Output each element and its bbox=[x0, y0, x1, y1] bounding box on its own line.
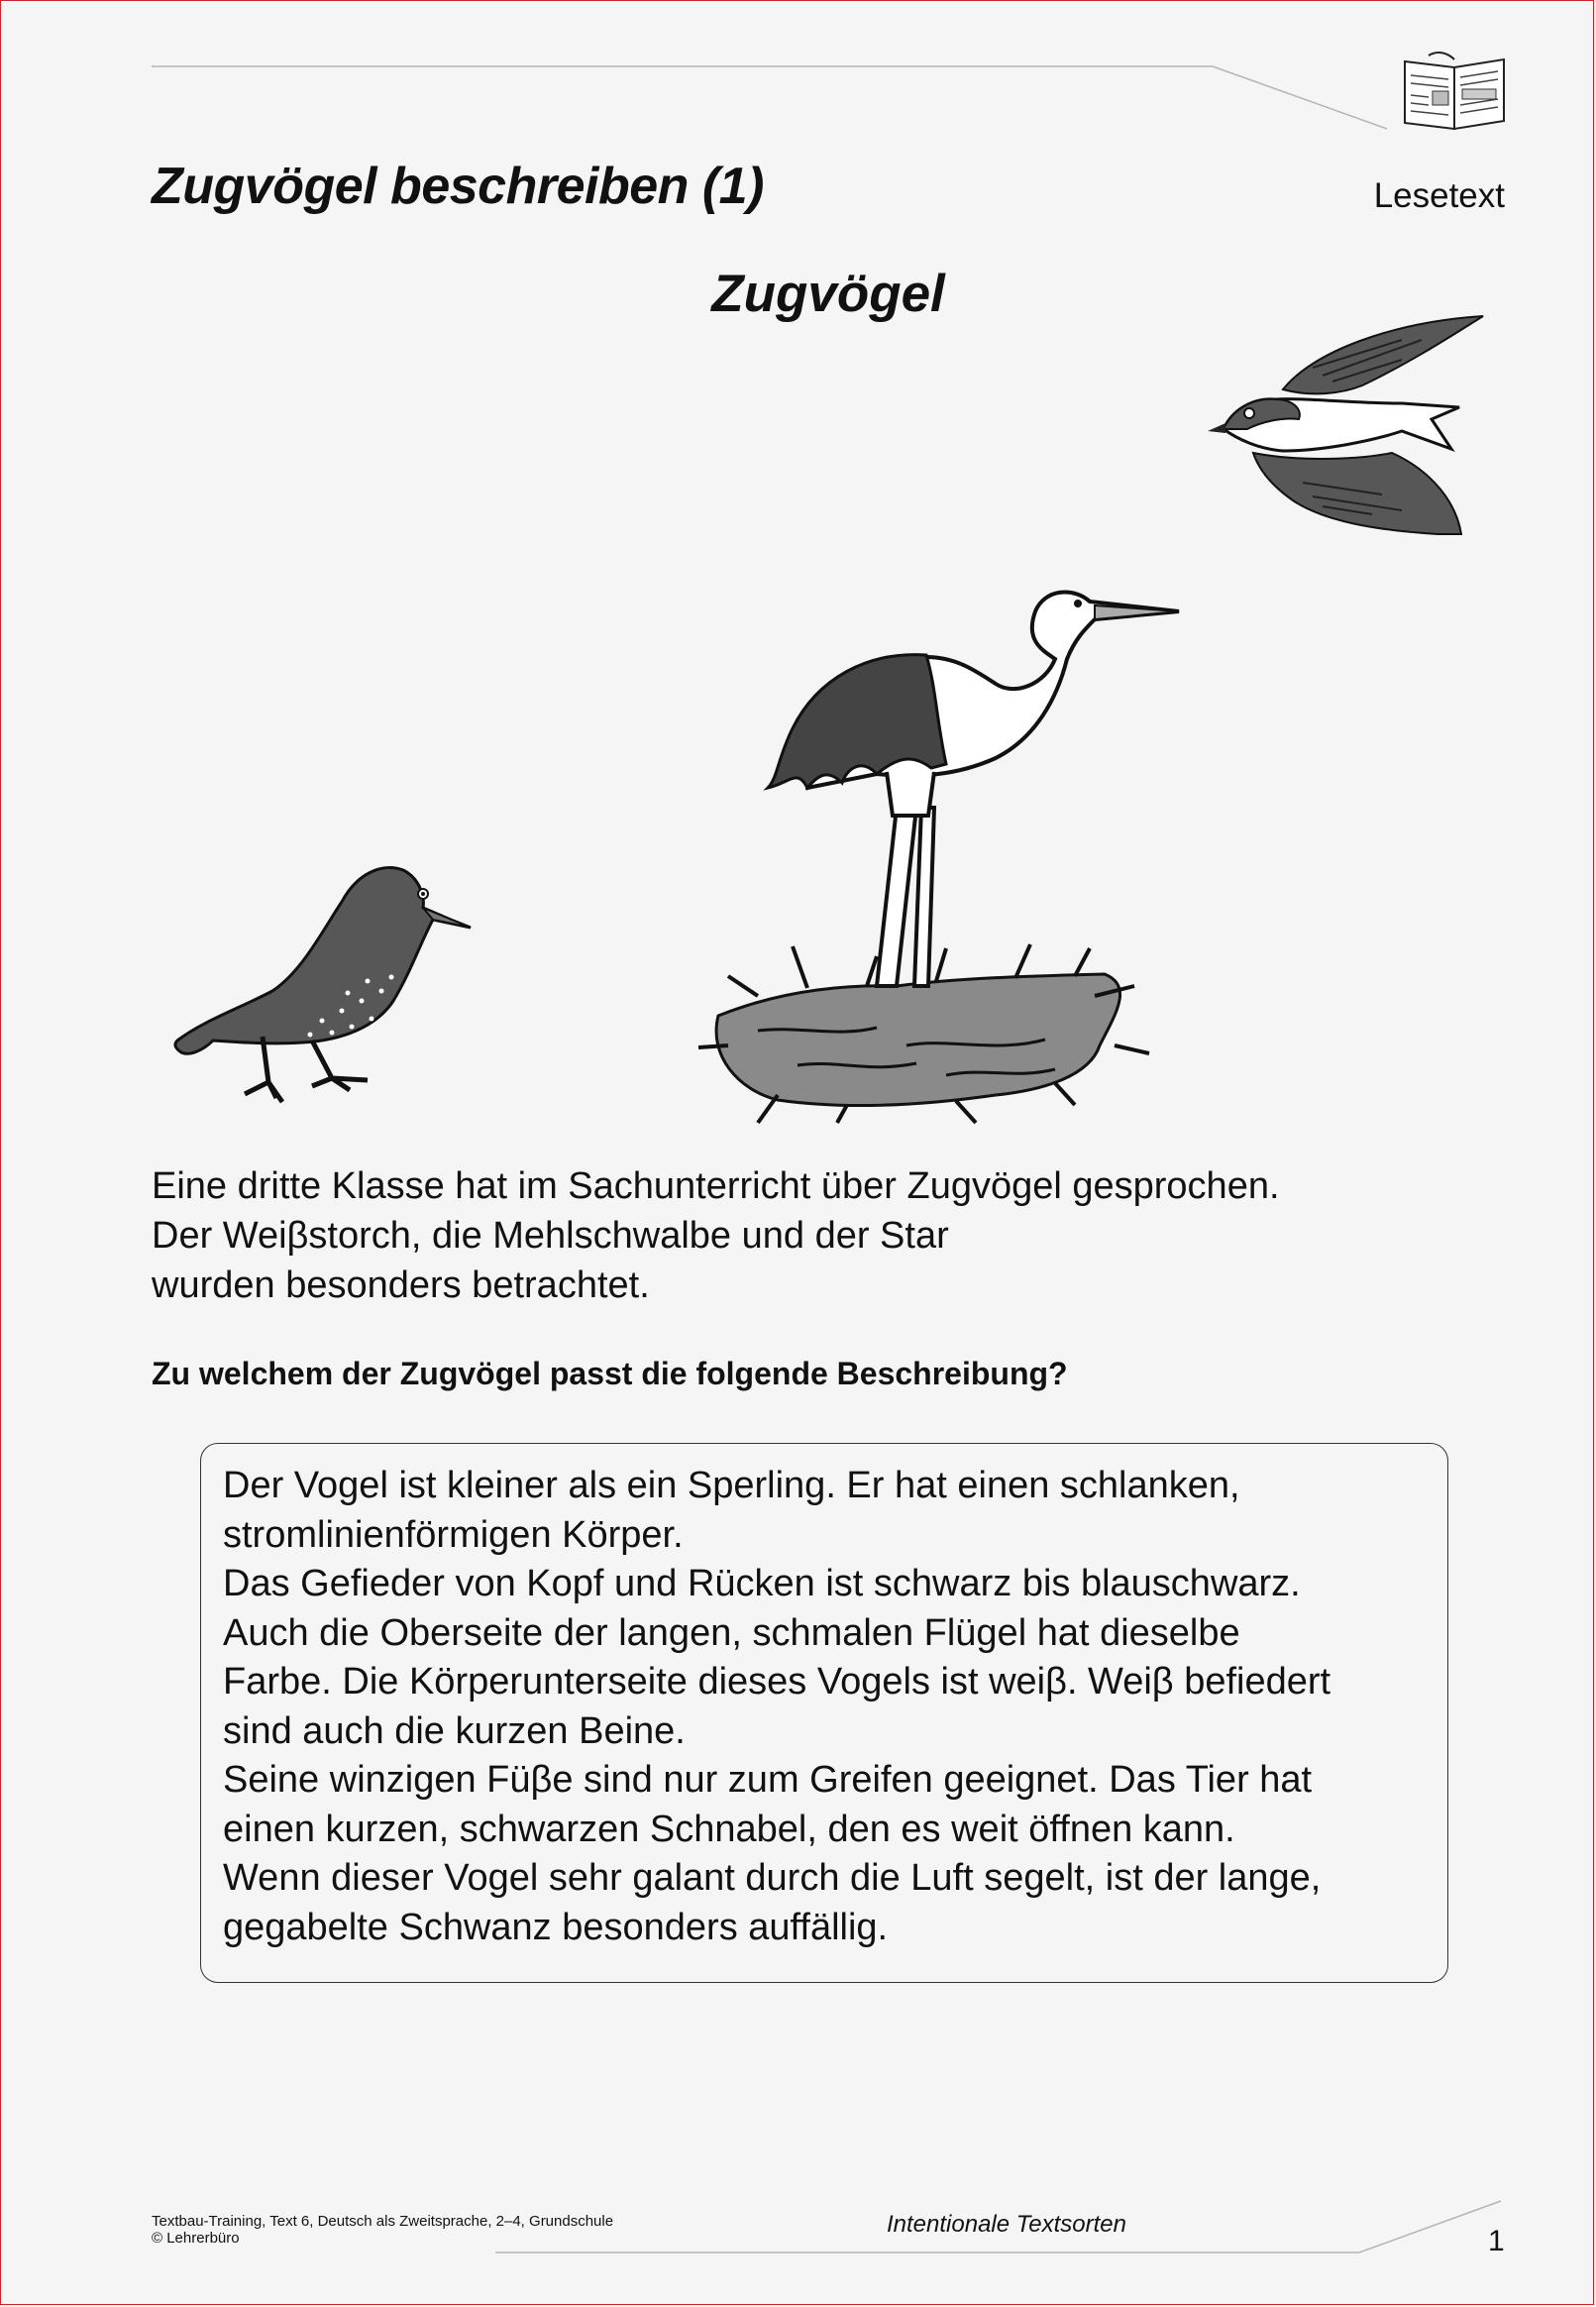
description-line: Auch die Oberseite der langen, schmalen Flügel hat dieselbe bbox=[223, 1611, 1240, 1654]
description-line: Seine winzigen Füβe sind nur zum Greifen geeignet. Das Tier hat bbox=[223, 1759, 1313, 1801]
text-type-label: Lesetext bbox=[1373, 176, 1505, 215]
intro-line: Eine dritte Klasse hat im Sachunterricht über Zugvögel gesprochen. bbox=[152, 1165, 1280, 1207]
starling-illustration bbox=[173, 852, 476, 1125]
text-title: Zugvögel bbox=[711, 265, 945, 323]
description-line: Das Gefieder von Kopf und Rücken ist schwarz bis blauschwarz. bbox=[223, 1563, 1301, 1604]
worksheet-title: Zugvögel beschreiben (1) bbox=[152, 158, 764, 215]
swallow-illustration bbox=[1204, 312, 1491, 540]
newspaper-icon bbox=[1399, 50, 1510, 135]
footer-copyright: © Lehrerbüro bbox=[152, 2230, 240, 2247]
description-line: Der Vogel ist kleiner als ein Sperling. Er hat einen schlanken, bbox=[223, 1465, 1240, 1506]
footer-category: Intentionale Textsorten bbox=[887, 2211, 1126, 2238]
description-line: einen kurzen, schwarzen Schnabel, den es weit öffnen kann. bbox=[223, 1808, 1235, 1850]
question-prompt: Zu welchem der Zugvögel passt die folgende Beschreibung? bbox=[152, 1356, 1068, 1391]
description-line: stromlinienförmigen Körper. bbox=[223, 1513, 684, 1556]
description-line: sind auch die kurzen Beine. bbox=[223, 1709, 686, 1752]
footer-credit-line: Textbau-Training, Text 6, Deutsch als Zweitsprache, 2–4, Grundschule bbox=[152, 2213, 614, 2230]
footer-credit bbox=[152, 2213, 613, 2247]
intro-paragraph bbox=[152, 1161, 1439, 1310]
intro-line: wurden besonders betrachtet. bbox=[152, 1264, 650, 1306]
description-box bbox=[200, 1443, 1448, 1983]
description-line: gegabelte Schwanz besonders auffällig. bbox=[223, 1906, 889, 1948]
stork-on-nest-illustration bbox=[698, 580, 1184, 1125]
intro-line: Der Weiβstorch, die Mehlschwalbe und der Star bbox=[152, 1215, 949, 1257]
description-line: Wenn dieser Vogel sehr galant durch die Luft segelt, ist der lange, bbox=[223, 1857, 1322, 1899]
description-line: Farbe. Die Körperunterseite dieses Vogels ist weiβ. Weiβ befiedert bbox=[223, 1661, 1331, 1703]
page-number: 1 bbox=[1488, 2225, 1505, 2257]
